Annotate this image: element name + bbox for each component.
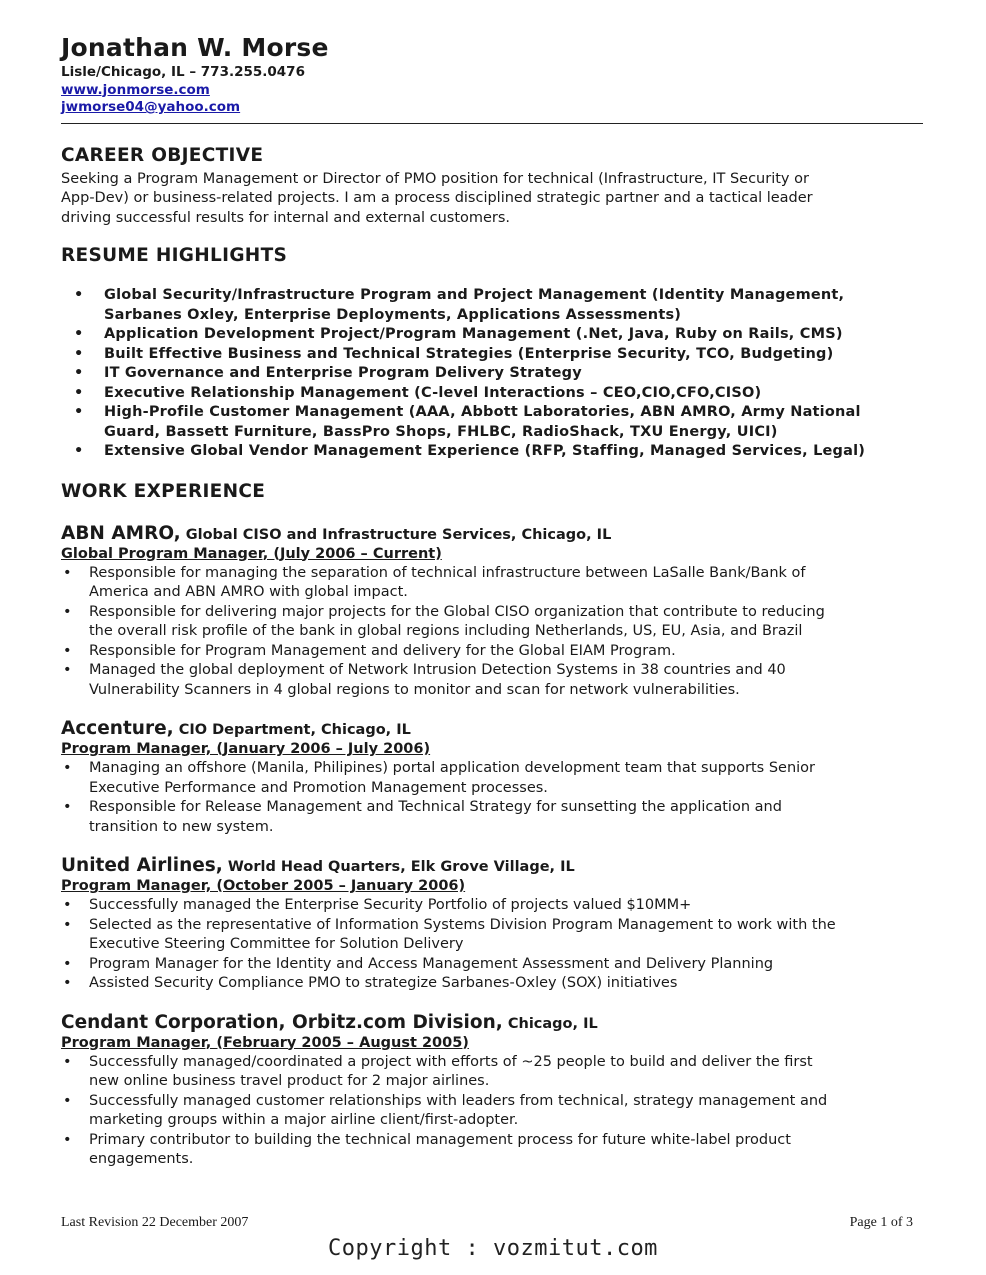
company-detail: Chicago, IL: [502, 1015, 598, 1032]
bullet-line: America and ABN AMRO with global impact.: [89, 584, 408, 600]
duty-item: [61, 642, 923, 662]
duty-item: [61, 974, 923, 994]
bullet-line: • IT Governance and Enterprise Program Delivery Strategy: [104, 365, 582, 381]
email-link[interactable]: jwmorse04@yahoo.com: [61, 99, 241, 115]
bullet-line: • Global Security/Infrastructure Program and Project Management (Identity Management,: [104, 287, 845, 303]
duty-item: [61, 1053, 923, 1092]
bullet-line: Executive Steering Committee for Solution Delivery: [89, 936, 464, 952]
location-phone: Lisle/Chicago, IL – 773.255.0476: [61, 64, 305, 80]
job-company-line: [61, 719, 923, 740]
bullet-line: engagements.: [89, 1151, 194, 1167]
bullet-line: new online business travel product for 2 major airlines.: [89, 1073, 490, 1089]
job-duties-list: [61, 759, 923, 837]
job-duties-list: [61, 896, 923, 994]
career-line: App-Dev) or business-related projects. I am a process disciplined strategic partner and a tactical leader: [61, 190, 813, 206]
bullet-line: Sarbanes Oxley, Enterprise Deployments, Applications Assessments): [104, 306, 682, 323]
bullet-line: • Executive Relationship Management (C-level Interactions – CEO,CIO,CFO,CISO): [104, 384, 762, 401]
job-entry: [61, 856, 923, 994]
highlights-list: [61, 286, 923, 462]
bullet-line: • Successfully managed/coordinated a project with efforts of ~25 people to build and deliver the first: [89, 1053, 813, 1070]
bullet-line: • Successfully managed customer relationships with leaders from technical, strategy management and: [89, 1092, 828, 1109]
resume-page: [61, 32, 923, 1170]
job-entry: [61, 719, 923, 837]
duty-item: [61, 798, 923, 837]
bullet-line: • Managing an offshore (Manila, Philipines) portal application development team that supports Senior: [89, 760, 816, 776]
duty-item: [61, 916, 923, 955]
duty-item: [61, 661, 923, 700]
last-revision: Last Revision 22 December 2007: [61, 1215, 249, 1230]
bullet-line: • Primary contributor to building the technical management process for future white-label product: [89, 1131, 791, 1148]
company-name: Accenture,: [61, 718, 174, 739]
bullet-line: • High-Profile Customer Management (AAA, Abbott Laboratories, ABN AMRO, Army National: [104, 404, 861, 420]
resume-highlights-heading: RESUME HIGHLIGHTS: [61, 245, 288, 266]
job-role: Program Manager, (October 2005 – January 2006): [61, 878, 466, 894]
career-objective-heading: CAREER OBJECTIVE: [61, 144, 264, 166]
bullet-line: Vulnerability Scanners in 4 global regions to monitor and scan for network vulnerabilities.: [89, 681, 740, 698]
highlight-item: [61, 403, 923, 442]
company-detail: CIO Department, Chicago, IL: [173, 722, 411, 738]
page-number: Page 1 of 3: [849, 1215, 913, 1230]
job-duties-list: [61, 564, 923, 701]
bullet-line: • Managed the global deployment of Network Intrusion Detection Systems in 38 countries and 40: [89, 662, 786, 678]
duty-item: [61, 603, 923, 642]
job-company-line: [61, 856, 923, 877]
job-role: Program Manager, (February 2005 – August 2005): [61, 1034, 469, 1051]
bullet-line: • Assisted Security Compliance PMO to strategize Sarbanes-Oxley (SOX) initiatives: [89, 975, 678, 991]
bullet-line: Guard, Bassett Furniture, BassPro Shops, FHLBC, RadioShack, TXU Energy, UICI): [104, 423, 778, 440]
career-line: driving successful results for internal and external customers.: [61, 209, 511, 226]
bullet-line: • Selected as the representative of Information Systems Division Program Management to work with the: [89, 916, 836, 933]
work-experience-heading: WORK EXPERIENCE: [61, 480, 266, 502]
job-entry: [61, 524, 923, 701]
bullet-line: marketing groups within a major airline client/first-adopter.: [89, 1112, 519, 1128]
duty-item: [61, 564, 923, 603]
bullet-line: • Program Manager for the Identity and Access Management Assessment and Delivery Planning: [89, 955, 774, 972]
copyright-watermark: Copyright : vozmitut.com: [328, 1236, 658, 1261]
bullet-line: • Responsible for delivering major projects for the Global CISO organization that contribute to reducing: [89, 603, 825, 620]
company-detail: World Head Quarters, Elk Grove Village, IL: [222, 859, 575, 875]
highlight-item: [61, 286, 923, 325]
highlight-item: [61, 345, 923, 365]
highlight-item: [61, 442, 923, 462]
highlight-item: [61, 364, 923, 384]
duty-item: [61, 1092, 923, 1131]
bullet-line: • Application Development Project/Program Management (.Net, Java, Ruby on Rails, CMS): [104, 326, 843, 342]
bullet-line: • Responsible for managing the separation of technical infrastructure between LaSalle Bank/Bank of: [89, 564, 806, 581]
bullet-line: Executive Performance and Promotion Management processes.: [89, 779, 548, 796]
bullet-line: • Responsible for Program Management and delivery for the Global EIAM Program.: [89, 642, 676, 659]
bullet-line: • Successfully managed the Enterprise Security Portfolio of projects valued $10MM+: [89, 897, 692, 913]
bullet-line: the overall risk profile of the bank in global regions including Netherlands, US, EU, Asia, and Brazil: [89, 623, 803, 639]
company-name: United Airlines,: [61, 855, 223, 876]
company-detail: Global CISO and Infrastructure Services, Chicago, IL: [180, 526, 612, 543]
candidate-name: Jonathan W. Morse: [61, 33, 329, 62]
bullet-line: transition to new system.: [89, 818, 274, 835]
job-company-line: [61, 1013, 923, 1034]
highlight-item: [61, 325, 923, 345]
company-name: ABN AMRO,: [61, 522, 181, 544]
duty-item: [61, 1131, 923, 1170]
duty-item: [61, 955, 923, 975]
highlight-item: [61, 384, 923, 404]
career-objective-text: [61, 170, 923, 229]
duty-item: [61, 759, 923, 798]
page-footer: [61, 1215, 913, 1231]
contact-block: [61, 64, 923, 117]
bullet-line: • Built Effective Business and Technical Strategies (Enterprise Security, TCO, Budgeting): [104, 345, 834, 362]
company-name: Cendant Corporation, Orbitz.com Division,: [61, 1011, 503, 1033]
job-role: Program Manager, (January 2006 – July 2006): [61, 741, 431, 757]
duty-item: [61, 896, 923, 916]
bullet-line: • Responsible for Release Management and Technical Strategy for sunsetting the application and: [89, 799, 782, 815]
job-entry: [61, 1013, 923, 1170]
job-role: Global Program Manager, (July 2006 – Current): [61, 545, 442, 562]
jobs-list: [61, 524, 923, 1170]
header-divider: [61, 123, 923, 124]
bullet-line: • Extensive Global Vendor Management Experience (RFP, Staffing, Managed Services, Legal): [104, 443, 866, 459]
career-line: Seeking a Program Management or Director of PMO position for technical (Infrastructure, IT Security or: [61, 170, 809, 187]
website-link[interactable]: www.jonmorse.com: [61, 81, 210, 98]
job-company-line: [61, 524, 923, 545]
job-duties-list: [61, 1053, 923, 1170]
